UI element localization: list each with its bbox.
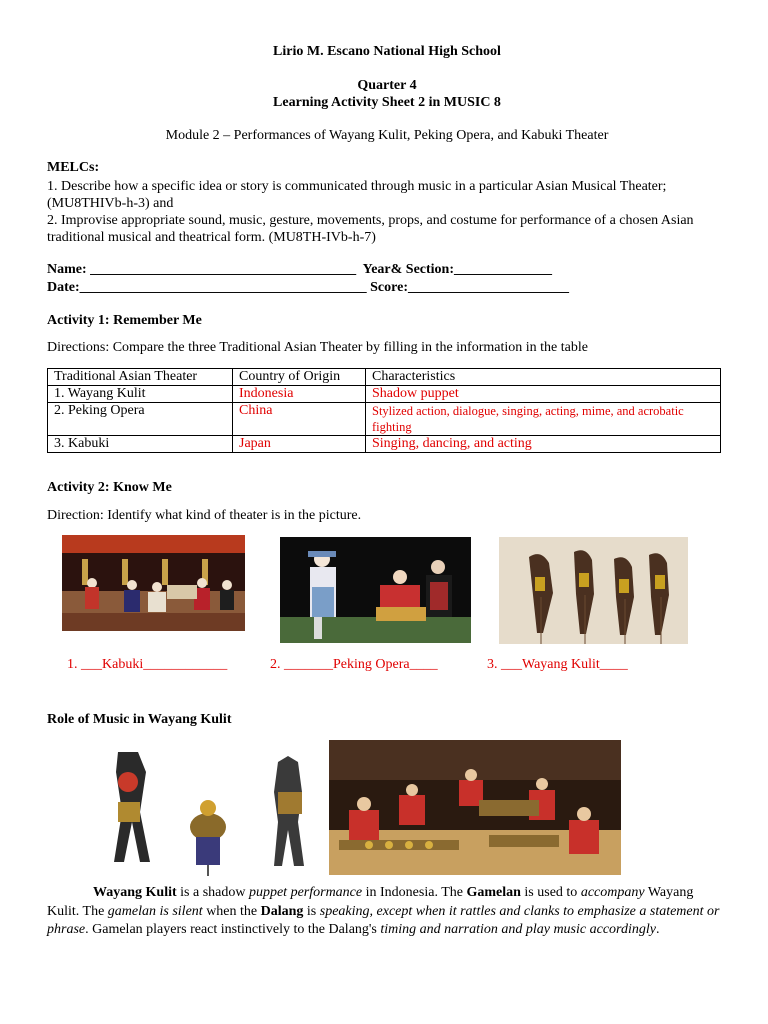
table-row <box>48 436 721 453</box>
text-span: when the <box>202 903 261 919</box>
text-span: is <box>303 903 320 919</box>
peking-opera-photo <box>280 537 471 643</box>
table-row <box>48 386 721 403</box>
module-title: Module 2 – Performances of Wayang Kulit, Peking Opera, and Kabuki Theater <box>165 128 609 143</box>
text-span: . <box>655 922 660 937</box>
country-cell: Indonesia <box>233 386 366 403</box>
text-span: in Indonesia. The <box>362 885 467 900</box>
melcs-heading: MELCs: <box>47 160 100 175</box>
activity1-title: Activity 1: Remember Me <box>47 313 202 328</box>
comparison-table <box>47 368 721 453</box>
italic-span: accompany <box>580 885 645 900</box>
answer-1: 1. ___Kabuki____________ <box>67 657 228 672</box>
text-span: is a shadow <box>176 885 249 900</box>
theater-cell: 2. Peking Opera <box>48 403 233 436</box>
term-wayang-kulit: Wayang Kulit <box>93 885 177 900</box>
activity1-directions: Directions: Compare the three Traditional Asian Theater by filling in the information in the table <box>47 340 588 355</box>
table-row <box>48 403 721 436</box>
italic-span: speaking, except when it rattles and clanks to emphasize a statement or phrase <box>47 903 720 937</box>
wayang-kulit-photo <box>499 537 688 644</box>
melc-item-1: 1. Describe how a specific idea or story is communicated through music in a particular Asian Musical Theater; (MU8THIVb-h-3) and <box>47 179 667 211</box>
gamelan-ensemble-photo <box>329 740 621 875</box>
italic-span: gamelan is silent <box>107 903 203 919</box>
school-name: Lirio M. Escano National High School <box>273 44 501 59</box>
table-header: Characteristics <box>366 369 721 386</box>
activity2-directions: Direction: Identify what kind of theater is in the picture. <box>47 508 362 523</box>
theater-cell: 3. Kabuki <box>48 436 233 453</box>
table-header-row <box>48 369 721 386</box>
melc-item-2: 2. Improvise appropriate sound, music, gesture, movements, props, and costume for performance of a chosen Asian traditional musical and theatrical form. (MU8TH-IVb-h-7) <box>47 213 694 245</box>
paragraph-text <box>47 884 723 940</box>
table-header: Country of Origin <box>233 369 366 386</box>
country-cell: China <box>233 403 366 436</box>
characteristics-cell: Singing, dancing, and acting <box>366 436 721 453</box>
term-gamelan: Gamelan <box>466 885 521 900</box>
date-score-field[interactable]: Date:_________________________________________ Score:_______________________ <box>47 280 569 295</box>
wayang-puppets-photo <box>88 742 327 876</box>
italic-span: timing and narration and play music accordingly <box>380 922 656 937</box>
text-span: . Gamelan players react instinctively to the Dalang's <box>85 922 381 937</box>
italic-span: puppet performance <box>248 885 363 900</box>
answer-3: 3. ___Wayang Kulit____ <box>487 657 628 672</box>
name-section-field[interactable]: Name: ______________________________________ Year& Section:______________ <box>47 262 552 277</box>
theater-cell: 1. Wayang Kulit <box>48 386 233 403</box>
activity2-title: Activity 2: Know Me <box>47 480 172 495</box>
characteristics-cell: Shadow puppet <box>366 386 721 403</box>
role-of-music-heading: Role of Music in Wayang Kulit <box>47 712 232 727</box>
characteristics-cell: Stylized action, dialogue, singing, acting, mime, and acrobatic fighting <box>366 403 721 436</box>
kabuki-photo <box>62 535 245 631</box>
sheet-title: Learning Activity Sheet 2 in MUSIC 8 <box>273 95 501 110</box>
text-span: Wayang Kulit. The <box>47 885 694 919</box>
term-dalang: Dalang <box>260 903 304 919</box>
wayang-kulit-paragraph <box>47 884 723 940</box>
answer-2: 2. _______Peking Opera____ <box>270 657 438 672</box>
table-header: Traditional Asian Theater <box>48 369 233 386</box>
text-span: is used to <box>520 885 581 900</box>
country-cell: Japan <box>233 436 366 453</box>
quarter-label: Quarter 4 <box>357 78 417 93</box>
